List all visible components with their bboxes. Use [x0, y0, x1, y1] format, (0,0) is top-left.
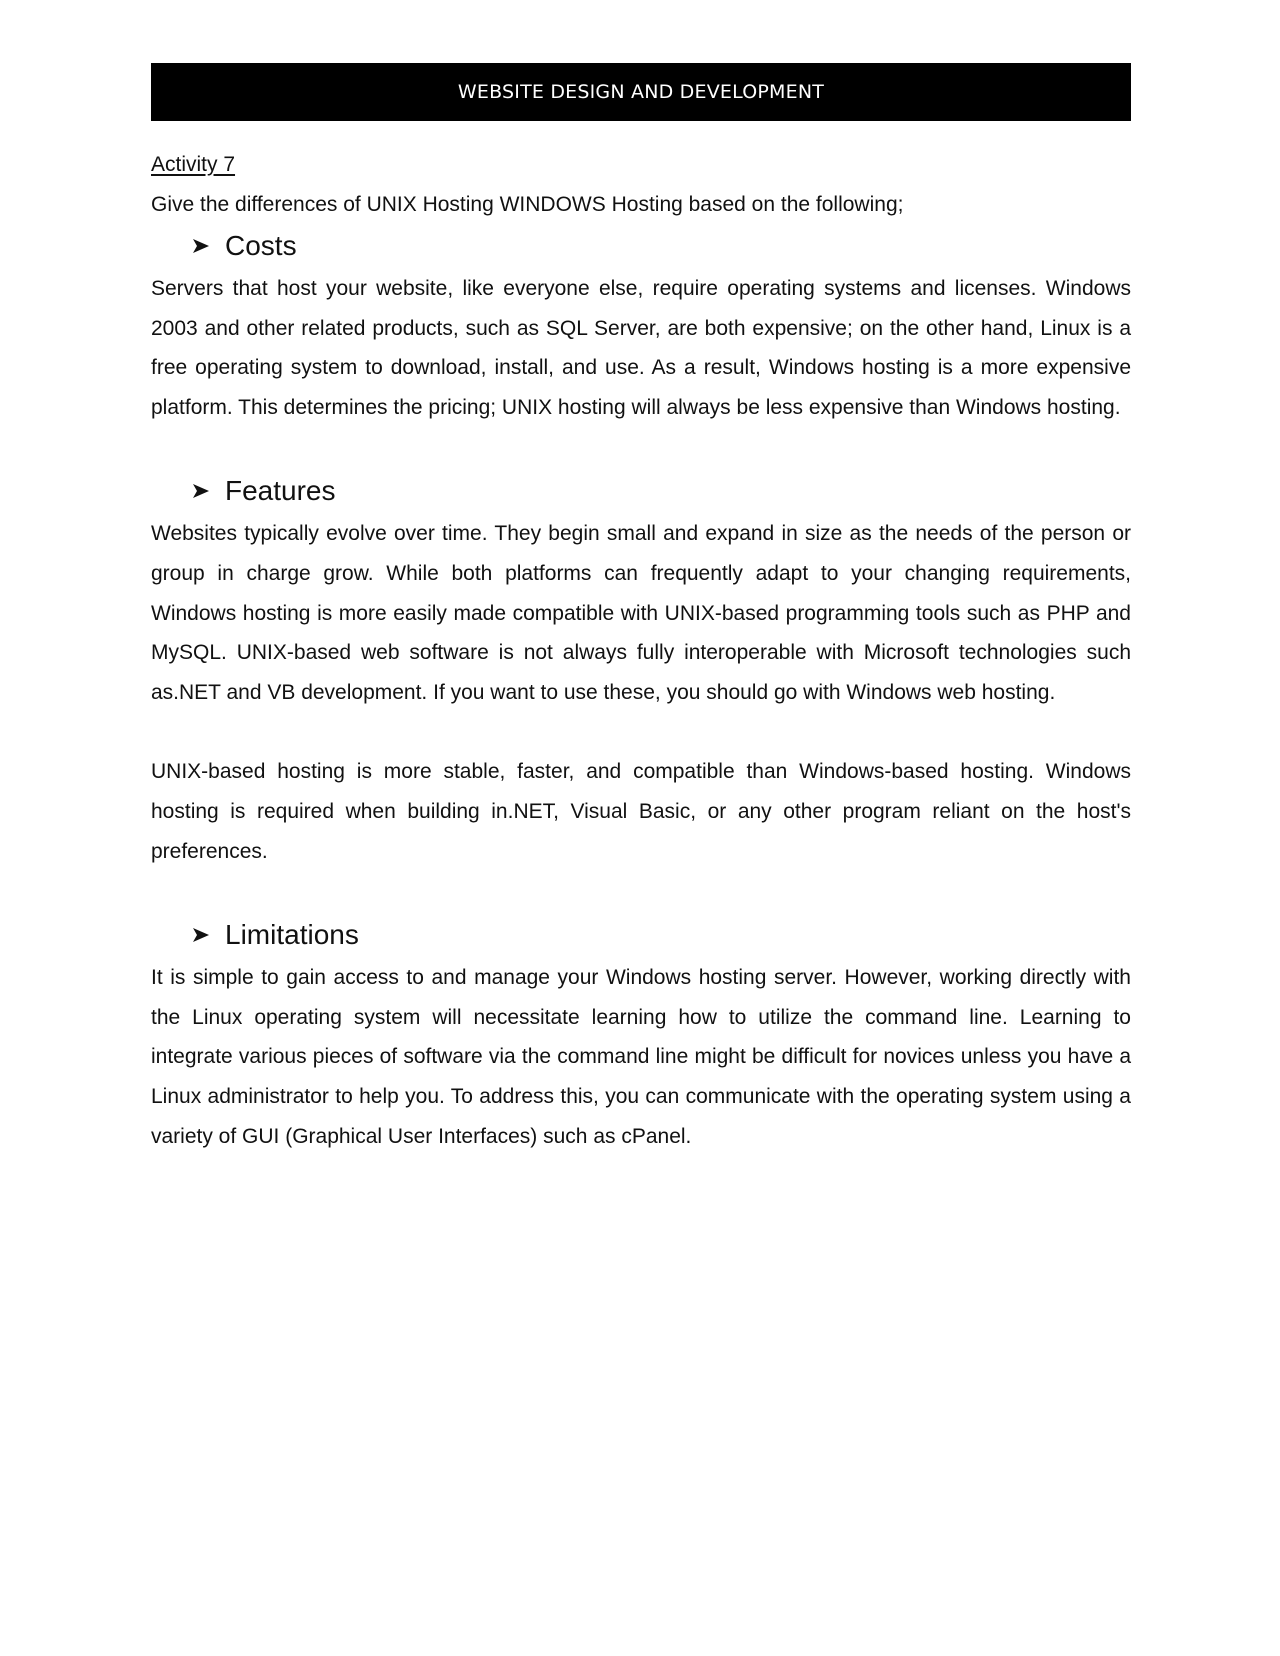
header-banner: [151, 63, 1131, 121]
header-title: WEBSITE DESIGN AND DEVELOPMENT: [457, 81, 825, 103]
section-heading-costs: [191, 229, 1131, 263]
paragraph-costs: Servers that host your website, like everyone else, require operating systems and licenses. Windows 2003 and other related products, such as SQL Server, are both expensive; on the other hand, Linux is a free operating system to download, install, and use. As a result, Windows hosting is a more expensive platform. This determines the pricing; UNIX hosting will always be less expensive than Windows hosting.: [151, 277, 1131, 419]
section-title-costs: Costs: [225, 230, 297, 261]
activity-intro: Give the differences of UNIX Hosting WINDOWS Hosting based on the following;: [151, 193, 904, 216]
section-title-features: Features: [225, 475, 336, 507]
activity-title: Activity 7: [151, 153, 236, 176]
section-heading-features: [191, 474, 1131, 508]
section-title-limitations: Limitations: [225, 919, 359, 951]
document-page: [151, 63, 1131, 1156]
arrow-bullet-icon: [191, 236, 211, 256]
paragraph-limitations: It is simple to gain access to and manage your Windows hosting server. However, working directly with the Linux operating system will necessitate learning how to utilize the command line. Learning to integrate various pieces of software via the command line might be difficult for novices unless you have a Linux administrator to help you. To address this, you can communicate with the operating system using a variety of GUI (Graphical User Interfaces) such as cPanel.: [151, 966, 1131, 1148]
arrow-bullet-icon: [191, 481, 211, 501]
arrow-bullet-icon: [191, 925, 211, 945]
section-heading-limitations: [191, 918, 1131, 952]
paragraph-features-2: UNIX-based hosting is more stable, faster, and compatible than Windows-based hosting. Windows hosting is required when building in.NET, Visual Basic, or any other program reliant on the host's preferences.: [151, 760, 1131, 863]
paragraph-features-1: Websites typically evolve over time. They begin small and expand in size as the needs of the person or group in charge grow. While both platforms can frequently adapt to your changing requirements, Windows hosting is more easily made compatible with UNIX-based programming tools such as PHP and MySQL. UNIX-based web software is not always fully interoperable with Microsoft technologies such as.NET and VB development. If you want to use these, you should go with Windows web hosting.: [151, 522, 1131, 704]
